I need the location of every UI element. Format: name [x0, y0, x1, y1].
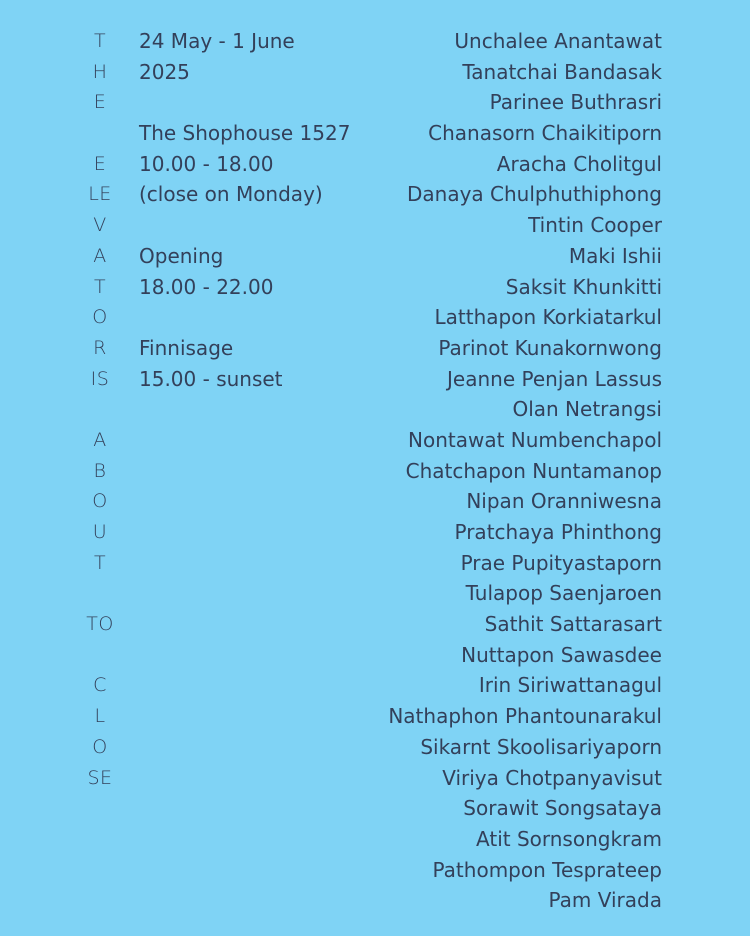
artist-name: Pathompon Tesprateep	[432, 857, 662, 882]
title-letter: TO	[86, 613, 114, 636]
artist-name: Chatchapon Nuntamanop	[405, 458, 662, 483]
artist-name: Atit Sornsongkram	[476, 826, 662, 851]
artist-name: Parinee Buthrasri	[489, 90, 662, 115]
artist-name: Chanasorn Chaikitiporn	[428, 121, 662, 146]
title-letter: T	[93, 275, 107, 298]
artist-name: Aracha Cholitgul	[496, 151, 662, 176]
title-letter: C	[93, 674, 107, 697]
title-letter: E	[93, 152, 107, 175]
artist-name: Maki Ishii	[568, 243, 662, 268]
title-letter: L	[94, 705, 106, 728]
artist-name: Tintin Cooper	[528, 213, 662, 238]
artist-name: Sorawit Songsataya	[463, 796, 662, 821]
artist-name: Nuttapon Sawasdee	[461, 642, 662, 667]
title-letter	[70, 118, 130, 149]
artist-name: Unchalee Anantawat	[454, 29, 662, 53]
title-letter: H	[92, 60, 108, 83]
title-letter	[70, 640, 130, 671]
title-letter: T	[93, 30, 107, 52]
info-line: Opening	[139, 243, 224, 268]
title-letter: O	[92, 306, 108, 329]
artist-list	[342, 26, 662, 916]
artist-name: Viriya Chotpanyavisut	[442, 765, 662, 790]
title-letter: O	[92, 735, 108, 758]
title-letter: A	[93, 244, 107, 267]
artist-name: Saksit Khunkitti	[505, 274, 662, 299]
title-letter	[70, 578, 130, 609]
info-line: 10.00 - 18.00	[139, 151, 274, 176]
artist-name: Sathit Sattarasart	[484, 612, 662, 637]
artist-name: Irin Siriwattanagul	[478, 673, 662, 698]
artist-name: Tulapop Saenjaroen	[465, 581, 662, 606]
title-letter: B	[93, 459, 107, 482]
artist-name: Parinot Kunakornwong	[438, 335, 662, 360]
artist-name: Pratchaya Phinthong	[454, 520, 662, 544]
info-line: 18.00 - 22.00	[139, 274, 274, 299]
artist-name: Jeanne Penjan Lassus	[447, 366, 662, 391]
info-line: 2025	[139, 59, 190, 84]
artist-name: Olan Netrangsi	[512, 397, 662, 422]
info-line: 24 May - 1 June	[139, 29, 295, 53]
title-letter: SE	[87, 766, 113, 789]
info-line: 15.00 - sunset	[139, 366, 283, 391]
artist-name: Latthapon Korkiatarkul	[434, 305, 662, 330]
artist-name: Danaya Chulphuthiphong	[406, 182, 662, 207]
title-letter: R	[93, 336, 107, 359]
title-letter: U	[92, 521, 108, 543]
title-letter: A	[93, 428, 107, 451]
artist-name: Nathaphon Phantounarakul	[388, 704, 662, 729]
info-line: Finnisage	[139, 335, 234, 360]
title-letter	[70, 394, 130, 425]
title-letter: LE	[88, 183, 112, 206]
title-letter: E	[93, 91, 107, 114]
info-line: (close on Monday)	[139, 182, 323, 207]
vertical-title	[70, 26, 130, 793]
artist-name: Tanatchai Bandasak	[462, 59, 662, 84]
title-letter: T	[93, 551, 107, 574]
artist-name: Sikarnt Skoolisariyaporn	[420, 734, 662, 759]
info-line: The Shophouse 1527	[139, 121, 351, 146]
title-letter: V	[93, 214, 107, 237]
title-letter: O	[92, 490, 108, 513]
title-letter: IS	[90, 367, 110, 390]
artist-name: Nontawat Numbenchapol	[408, 427, 662, 452]
artist-name: Prae Pupityastaporn	[460, 550, 662, 575]
artist-name: Nipan Oranniwesna	[466, 489, 662, 514]
artist-name: Pam Virada	[548, 888, 662, 913]
